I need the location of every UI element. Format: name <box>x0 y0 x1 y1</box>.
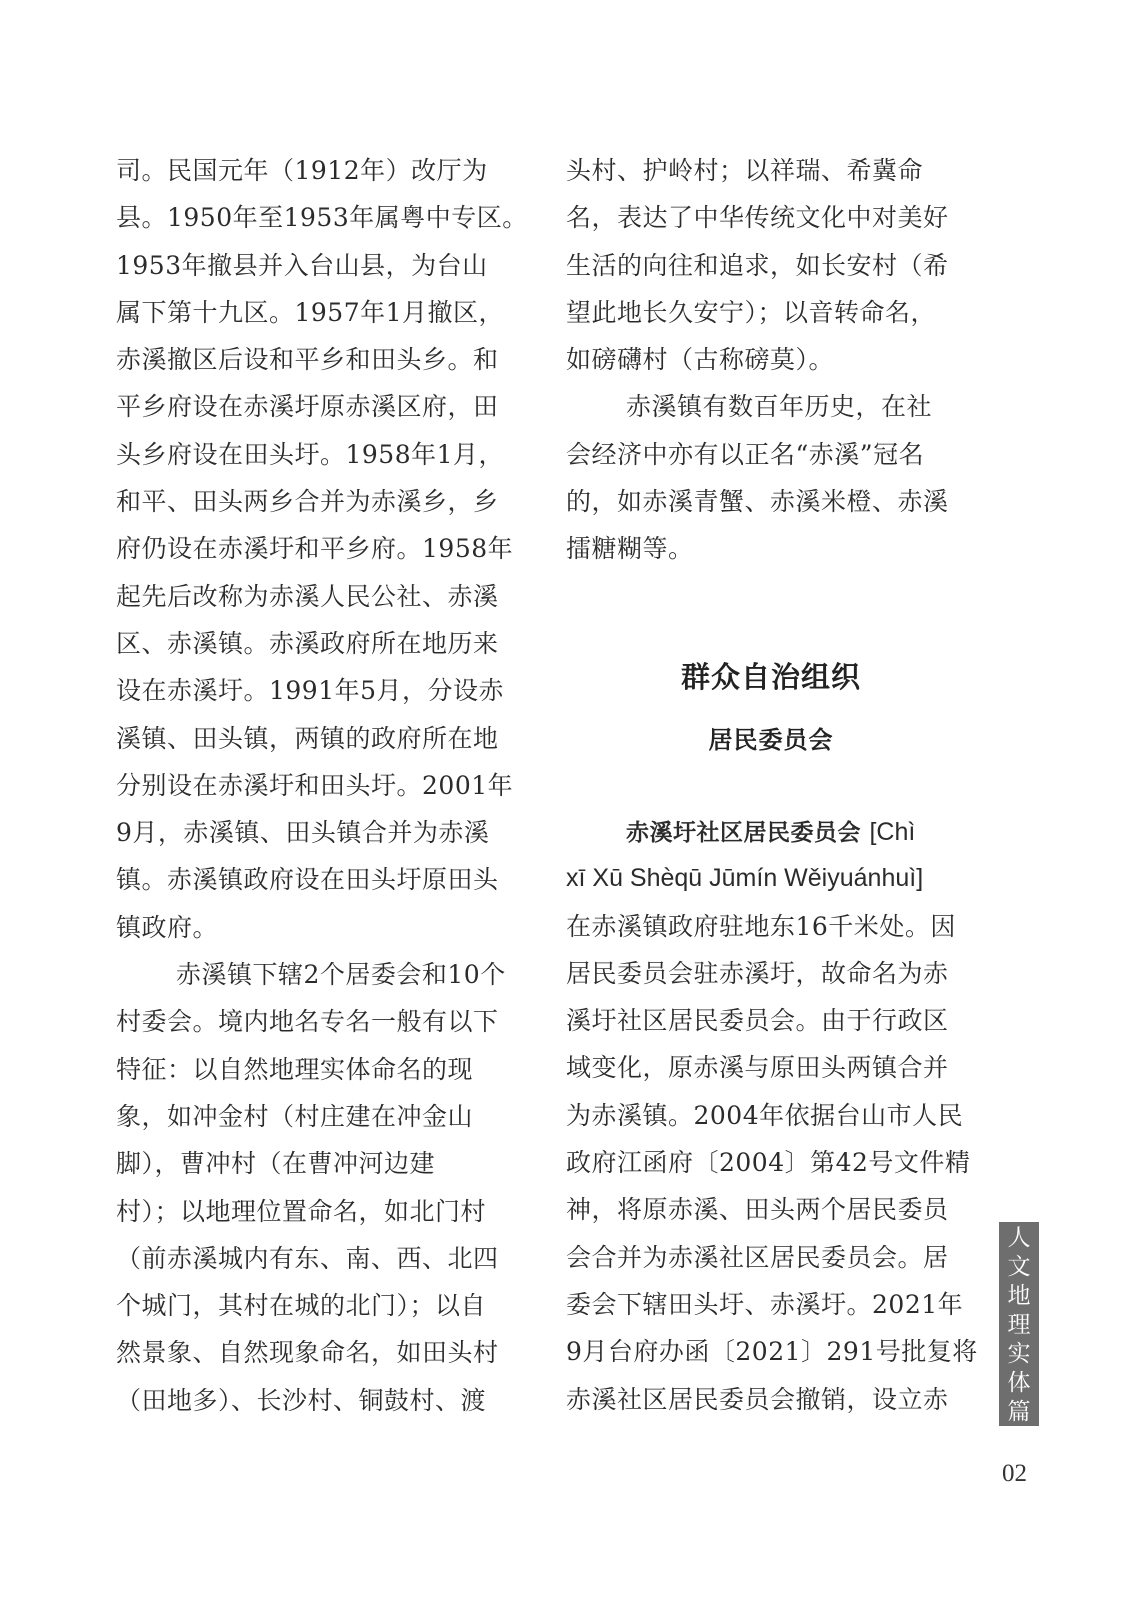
text-line: 脚），曹冲村（在曹冲河边建 <box>116 1149 436 1179</box>
entry-pinyin-part1: [Chì <box>869 818 916 846</box>
text-line: 县。1950年至1953年属粤中专区。 <box>116 203 528 233</box>
side-tab-char: 人 <box>1007 1224 1031 1251</box>
side-tab-char: 文 <box>1007 1253 1031 1280</box>
text-line: 望此地长久安宁）；以音转命名， <box>566 297 937 327</box>
entry-pinyin-part2: xī Xū Shèqū Jūmín Wěiyuánhuì] <box>566 864 924 893</box>
side-tab-char: 篇 <box>1007 1398 1031 1425</box>
paragraph-start-line: 赤溪镇有数百年历史，在社 <box>626 392 933 422</box>
text-line: 头村、护岭村；以祥瑞、希冀命 <box>566 156 924 185</box>
text-line: 在赤溪镇政府驻地东16千米处。因 <box>566 911 956 941</box>
text-line: 溪圩社区居民委员会。由于行政区 <box>566 1006 949 1036</box>
text-line: 赤溪社区居民委员会撤销，设立赤 <box>566 1384 949 1414</box>
side-tab-char: 实 <box>1007 1340 1031 1367</box>
text-line: 委会下辖田头圩、赤溪圩。2021年 <box>566 1289 964 1319</box>
left-column <box>116 147 528 1424</box>
text-line: 头乡府设在田头圩。1958年1月， <box>116 439 505 469</box>
text-line: 赤溪撤区后设和平乡和田头乡。和 <box>116 345 499 375</box>
paragraph-start-line: 赤溪镇下辖2个居委会和10个 <box>176 960 506 990</box>
text-line: （前赤溪城内有东、南、西、北四 <box>116 1243 499 1273</box>
text-line: 神，将原赤溪、田头两个居民委员 <box>566 1195 949 1225</box>
subsection-title: 居民委员会 <box>708 726 834 754</box>
entry-block <box>566 808 976 1423</box>
text-line: 9月台府办函〔2021〕291号批复将 <box>566 1337 978 1367</box>
text-line: 起先后改称为赤溪人民公社、赤溪 <box>116 581 499 611</box>
text-line: 溪镇、田头镇，两镇的政府所在地 <box>116 723 499 753</box>
text-line: 区、赤溪镇。赤溪政府所在地历来 <box>116 628 499 658</box>
text-line: 名，表达了中华传统文化中对美好 <box>566 203 949 233</box>
text-line: 村委会。境内地名专名一般有以下 <box>116 1007 499 1037</box>
side-tab-char: 体 <box>1007 1369 1031 1396</box>
side-tab-char: 理 <box>1007 1311 1031 1338</box>
text-line: 政府江函府〔2004〕第42号文件精 <box>566 1148 971 1178</box>
page-number: 02 <box>1002 1460 1027 1487</box>
text-line: 属下第十九区。1957年1月撤区， <box>116 297 505 327</box>
right-column <box>566 147 976 573</box>
side-tab-char: 地 <box>1007 1282 1031 1309</box>
text-line: 特征：以自然地理实体命名的现 <box>116 1054 474 1084</box>
text-line: 1953年撤县并入台山县，为台山 <box>116 250 488 280</box>
text-line: （田地多）、长沙村、铜鼓村、渡 <box>116 1385 487 1415</box>
text-line: 个城门，其村在城的北门）；以自 <box>116 1291 487 1321</box>
text-line: 象，如冲金村（村庄建在冲金山 <box>116 1101 474 1131</box>
text-line: 司。民国元年（1912年）改厅为 <box>116 156 488 185</box>
text-line: 居民委员会驻赤溪圩，故命名为赤 <box>566 958 949 988</box>
chapter-side-tab <box>999 1222 1039 1426</box>
section-title: 群众自治组织 <box>680 660 861 694</box>
text-line: 域变化，原赤溪与原田头两镇合并 <box>566 1053 949 1083</box>
text-line: 平乡府设在赤溪圩原赤溪区府，田 <box>116 392 499 422</box>
text-line: 然景象、自然现象命名，如田头村 <box>116 1338 499 1368</box>
text-line: 如磅礴村（古称磅莫）。 <box>566 345 835 375</box>
text-line: 生活的向往和追求，如长安村（希 <box>566 250 949 280</box>
entry-name: 赤溪圩社区居民委员会 <box>626 820 861 846</box>
text-line: 会合并为赤溪社区居民委员会。居 <box>566 1242 949 1272</box>
text-line: 镇。赤溪镇政府设在田头圩原田头 <box>116 865 499 895</box>
text-line: 和平、田头两乡合并为赤溪乡，乡 <box>116 487 499 517</box>
entry-heading-line <box>566 808 976 855</box>
text-line: 府仍设在赤溪圩和平乡府。1958年 <box>116 534 514 564</box>
text-line: 为赤溪镇。2004年依据台山市人民 <box>566 1100 964 1130</box>
text-line: 擂糖糊等。 <box>566 534 694 564</box>
text-line: 设在赤溪圩。1991年5月，分设赤 <box>116 676 505 706</box>
text-line: 镇政府。 <box>116 912 219 942</box>
text-line: 分别设在赤溪圩和田头圩。2001年 <box>116 770 514 800</box>
text-line: 会经济中亦有以正名“赤溪”冠名 <box>566 439 925 469</box>
text-line: 村）；以地理位置命名，如北门村 <box>116 1196 487 1226</box>
text-line: 9月，赤溪镇、田头镇合并为赤溪 <box>116 818 490 848</box>
text-line: 的，如赤溪青蟹、赤溪米橙、赤溪 <box>566 487 949 517</box>
